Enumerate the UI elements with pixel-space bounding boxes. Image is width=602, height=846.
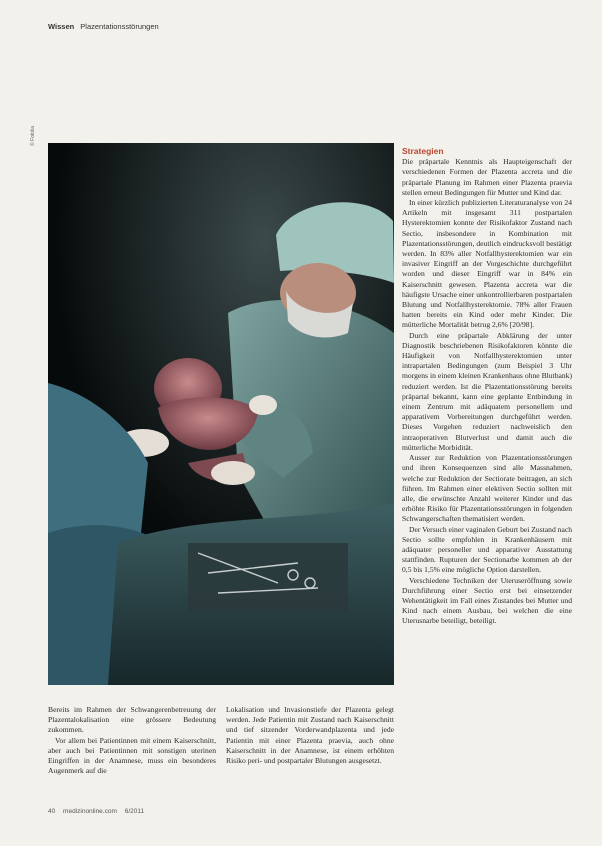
body-paragraph: Vor allem bei Patientinnen mit einem Kaiserschnitt, aber auch bei Patientinnen mit sonstigen uterinen Eingriffen in der Anamnese, muss ein besonderes Augenmerk auf die [48,735,216,776]
body-column-2 [226,705,394,776]
sidebar-paragraph: In einer kürzlich publizierten Literaturanalyse von 24 Artikeln mit insgesamt 311 postpartalen Hysterektomien konnte der Risikofaktor Zustand nach Sectio, insbesondere in Kombination mit Plazentationsstörungen, deutlich eindrucksvoll bestätigt werden. In 83% aller Notfallhysterektomien war ein invasiver Eingriff an der Vorgeschichte durchgeführt worden und dieser Eingriff war in 84% ein Kaiserschnitt gewesen. Plazenta accreta war die häufigste Ursache einer unkontrollierbaren postpartalen Blutung und Notfallhysterektomie. 78% aller Frauen hatten bereits ein Kind oder mehr Kinder. Die mütterliche Mortalität betrug 2,6% [20/98]. [402,198,572,330]
sidebar-paragraph: Durch eine präpartale Abklärung der unter Diagnostik beschriebenen Risikofaktoren könnte die Häufigkeit von Notfallhysterektomien unter intrapartalen Bedingungen (zum Beispiel 3 Uhr morgens in einem kleinen Krankenhaus ohne Blutbank) reduziert werden. Ist die Plazentationsstörung bereits präpartal bekannt, kann eine geplante Entbindung in einem Zentrum mit adäquatem personellem und apparativem Vorbereitungen durchgeführt werden. Dieses Vorgehen reduziert nachweislich den intraoperativen Blutverlust und damit auch die mütterliche Morbidität. [402,330,572,452]
sidebar-heading: Strategien [402,146,444,156]
body-column-1 [48,705,216,776]
photo-credit: © Fotolia [30,125,36,146]
section-label: Wissen [48,22,75,31]
journal-name: medizinonline.com [63,808,117,815]
surgery-photo [48,143,394,685]
body-paragraph: Bereits im Rahmen der Schwangerenbetreuung der Plazentalokalisation eine grössere Bedeutung zukommen. [48,705,216,735]
topic-label: Plazentationsstörungen [80,22,159,31]
page-number: 40 [48,808,56,815]
sidebar-paragraph: Die präpartale Kenntnis als Haupteigenschaft der verschiedenen Formen der Plazenta accreta und die präpartale Planung im Rahmen einer Plazenta praevia stellen erneut Bedingungen für Mutter und Kind dar. [402,157,572,197]
body-columns [48,705,394,776]
sidebar-paragraph: Ausser zur Reduktion von Plazentationsstörungen und ihren Konsequenzen sind alle Massnahmen, welche zur Reduktion der Sectiorate beitragen, an sich führen. Im Rahmen einer elektiven Sectio sollten mit alle, die erwünschte Anzahl weiterer Kinder und das erhöhte Risiko für Plazentationsstörungen in folgenden Schwangerschaften thematisiert werden. [402,453,572,524]
page-footer [48,808,150,815]
sidebar-paragraph: Der Versuch einer vaginalen Geburt bei Zustand nach Sectio sollte empfohlen in Krankenhäusern mit adäquater personeller und apparativer Ausstattung stattfinden. Rupturen der Sectionarbe kommen ab der 0,5 bis 1,5% eine mögliche Option darstellen. [402,524,572,575]
body-paragraph: Lokalisation und Invasionstiefe der Plazenta gelegt werden. Jede Patientin mit Zustand nach Kaiserschnitt und tief sitzender Vorderwandplazenta und jede Patientin mit einer Plazenta praevia, auch ohne Kaiserschnitt in der Anamnese, ist einem erhöhten Risiko peri- und postpartaler Blutungen ausgesetzt. [226,705,394,766]
sidebar-column [402,146,572,627]
newborn-delivery-illustration [48,143,394,685]
issue-number: 6/2011 [124,808,145,815]
running-header [48,22,159,31]
sidebar-paragraph: Verschiedene Techniken der Uteruseröffnung sowie Durchführung einer Sectio erst bei einsetzender Wehentätigkeit im Fall eines Zustandes bei Mutter und Kind nach einem Ausbau, bei welchen die eine Uterusnarbe beteiligt, beteiligt. [402,575,572,626]
